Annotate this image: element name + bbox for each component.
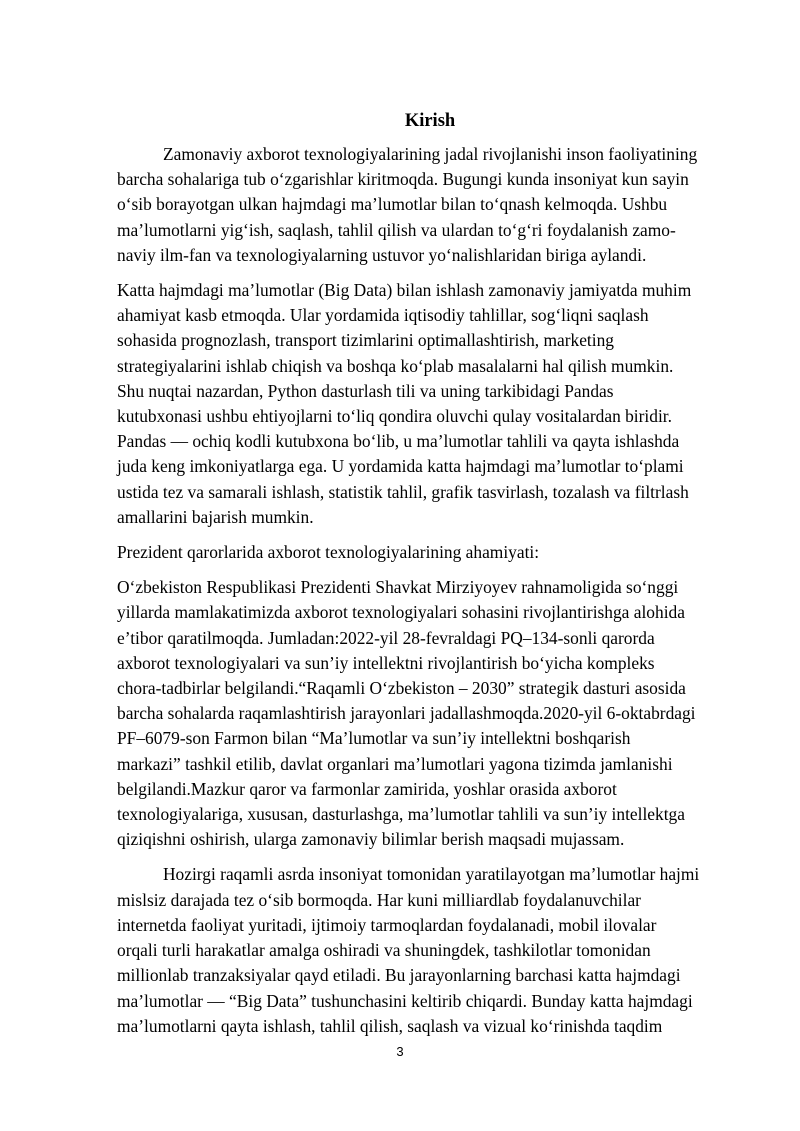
text-line: yillarda mamlakatimizda axborot texnologiyalari sohasini rivojlantirishga alohida (117, 602, 685, 623)
text-line: ma’lumotlarni qayta ishlash, tahlil qilish, saqlash va vizual ko‘rinishda taqdim (117, 1015, 663, 1036)
text-line: mislsiz darajada tez o‘sib bormoqda. Har kuni milliardlab foydalanuvchilar (117, 889, 641, 910)
text-line: ma’lumotlar — “Big Data” tushunchasini keltirib chiqardi. Bunday katta hajmdagi (117, 990, 693, 1011)
text-line: Pandas — ochiq kodli kutubxona bo‘lib, u ma’lumotlar tahlili va qayta ishlashda (117, 431, 680, 452)
text-line: kutubxonasi ushbu ehtiyojlarni to‘liq qondira oluvchi qulay vositalardan biridir. (117, 406, 672, 427)
text-line: belgilandi.Mazkur qaror va farmonlar zamirida, yoshlar orasida axborot (117, 778, 617, 799)
text-line: markazi” tashkil etilib, davlat organlari ma’lumotlari yagona tizimda jamlanishi (117, 753, 673, 774)
text-line: Hozirgi raqamli asrda insoniyat tomonidan yaratilayotgan ma’lumotlar hajmi (163, 864, 700, 885)
text-line: Prezident qarorlarida axborot texnologiyalarining ahamiyati: (117, 542, 540, 563)
text-line: ahamiyat kasb etmoqda. Ular yordamida iqtisodiy tahlillar, sog‘liqni saqlash (117, 305, 649, 326)
text-line: e’tibor qaratilmoqda. Jumladan:2022-yil 28-fevraldagi PQ–134-sonli qarorda (117, 627, 655, 648)
text-line: ma’lumotlarni yig‘ish, saqlash, tahlil qilish va ulardan to‘g‘ri foydalanish zamo- (117, 219, 676, 240)
paragraph-intro (117, 142, 743, 268)
text-line: o‘sib borayotgan ulkan hajmdagi ma’lumotlar bilan to‘qnash kelmoqda. Ushbu (117, 194, 668, 215)
text-line: amallarini bajarish mumkin. (117, 506, 314, 527)
text-line: orqali turli harakatlar amalga oshiradi va shuningdek, tashkilotlar tomonidan (117, 940, 651, 961)
document-page (117, 108, 743, 1049)
text-line: juda keng imkoniyatlarga ega. U yordamida katta hajmdagi ma’lumotlar to‘plami (117, 456, 684, 477)
text-line: chora-tadbirlar belgilandi.“Raqamli O‘zbekiston – 2030” strategik dasturi asosida (117, 678, 686, 699)
text-line: texnologiyalariga, xususan, dasturlashga, ma’lumotlar tahlili va sun’iy intellektga (117, 804, 685, 825)
text-line: barcha sohalarda raqamlashtirish jarayonlari jadallashmoqda.2020-yil 6-oktabrdagi (117, 703, 696, 724)
paragraph-digital-age (117, 862, 743, 1038)
text-line: Zamonaviy axborot texnologiyalarining jadal rivojlanishi inson faoliyatining (163, 144, 698, 164)
text-line: O‘zbekiston Respublikasi Prezidenti Shavkat Mirziyoyev rahnamoligida so‘nggi (117, 577, 679, 598)
text-line: ustida tez va samarali ishlash, statistik tahlil, grafik tasvirlash, tozalash va filtrlash (117, 481, 689, 502)
text-line: barcha sohalariga tub o‘zgarishlar kiritmoqda. Bugungi kunda insoniyat kun sayin (117, 169, 689, 190)
text-line: sohasida prognozlash, transport tizimlarini optimallashtirish, marketing (117, 330, 614, 351)
text-line: Shu nuqtai nazardan, Python dasturlash tili va uning tarkibidagi Pandas (117, 380, 614, 401)
text-line: millionlab tranzaksiyalar qayd etiladi. Bu jarayonlarning barchasi katta hajmdagi (117, 965, 681, 986)
text-line: internetda faoliyat yuritadi, ijtimoiy tarmoqlardan foydalanadi, mobil ilovalar (117, 914, 657, 935)
text-line: strategiyalarini ishlab chiqish va boshqa ko‘plab masalalarni hal qilish mumkin. (117, 355, 674, 376)
text-line: axborot texnologiyalari va sun’iy intellektni rivojlantirish bo‘yicha kompleks (117, 652, 655, 673)
text-line: Katta hajmdagi ma’lumotlar (Big Data) bilan ishlash zamonaviy jamiyatda muhim (117, 280, 692, 301)
paragraph-subheading (117, 540, 743, 565)
paragraph-presidential-decrees (117, 575, 743, 852)
text-line: PF–6079-son Farmon bilan “Ma’lumotlar va sun’iy intellektni boshqarish (117, 728, 631, 749)
section-heading: Kirish (404, 111, 456, 131)
text-line: naviy ilm-fan va texnologiyalarning ustuvor yo‘nalishlaridan biriga aylandi. (117, 244, 647, 265)
text-line: qiziqishni oshirish, ularga zamonaviy bilimlar berish maqsadi mujassam. (117, 829, 625, 850)
paragraph-big-data (117, 278, 743, 530)
page-number: 3 (396, 1044, 404, 1059)
